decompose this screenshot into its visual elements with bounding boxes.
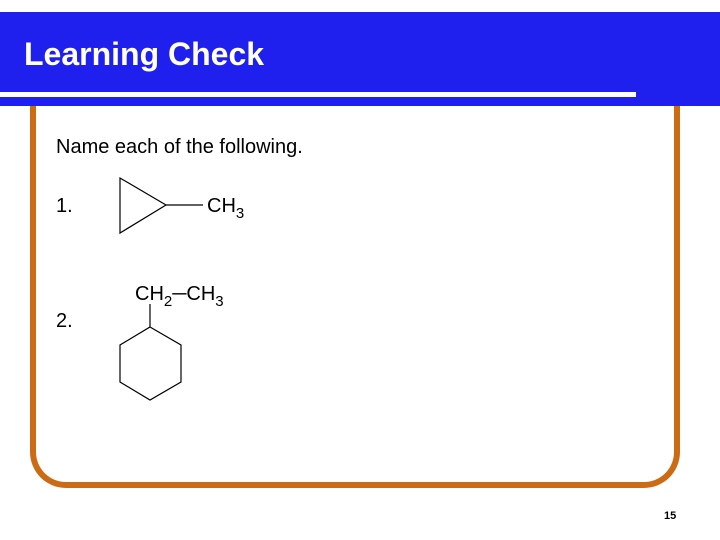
ethyl-subscript-2: 3 <box>215 293 224 310</box>
methyl-ch: CH <box>207 195 236 217</box>
page-number: 15 <box>664 510 677 522</box>
ethyl-label <box>135 282 224 308</box>
cyclohexane-ring <box>120 327 181 400</box>
item-1-number: 1. <box>56 195 73 217</box>
cyclopropane-ring <box>120 178 166 233</box>
ethyl-bond-dash: ─ <box>172 283 187 305</box>
slide-title: Learning Check <box>24 36 265 72</box>
ethyl-ch-1: CH <box>135 283 164 305</box>
ethyl-subscript-1: 2 <box>163 293 173 310</box>
instruction-text: Name each of the following. <box>56 136 303 158</box>
ethyl-ch-2: CH <box>186 283 216 305</box>
methyl-label <box>207 194 244 220</box>
item-2-number: 2. <box>56 310 73 332</box>
methyl-subscript: 3 <box>235 205 245 222</box>
